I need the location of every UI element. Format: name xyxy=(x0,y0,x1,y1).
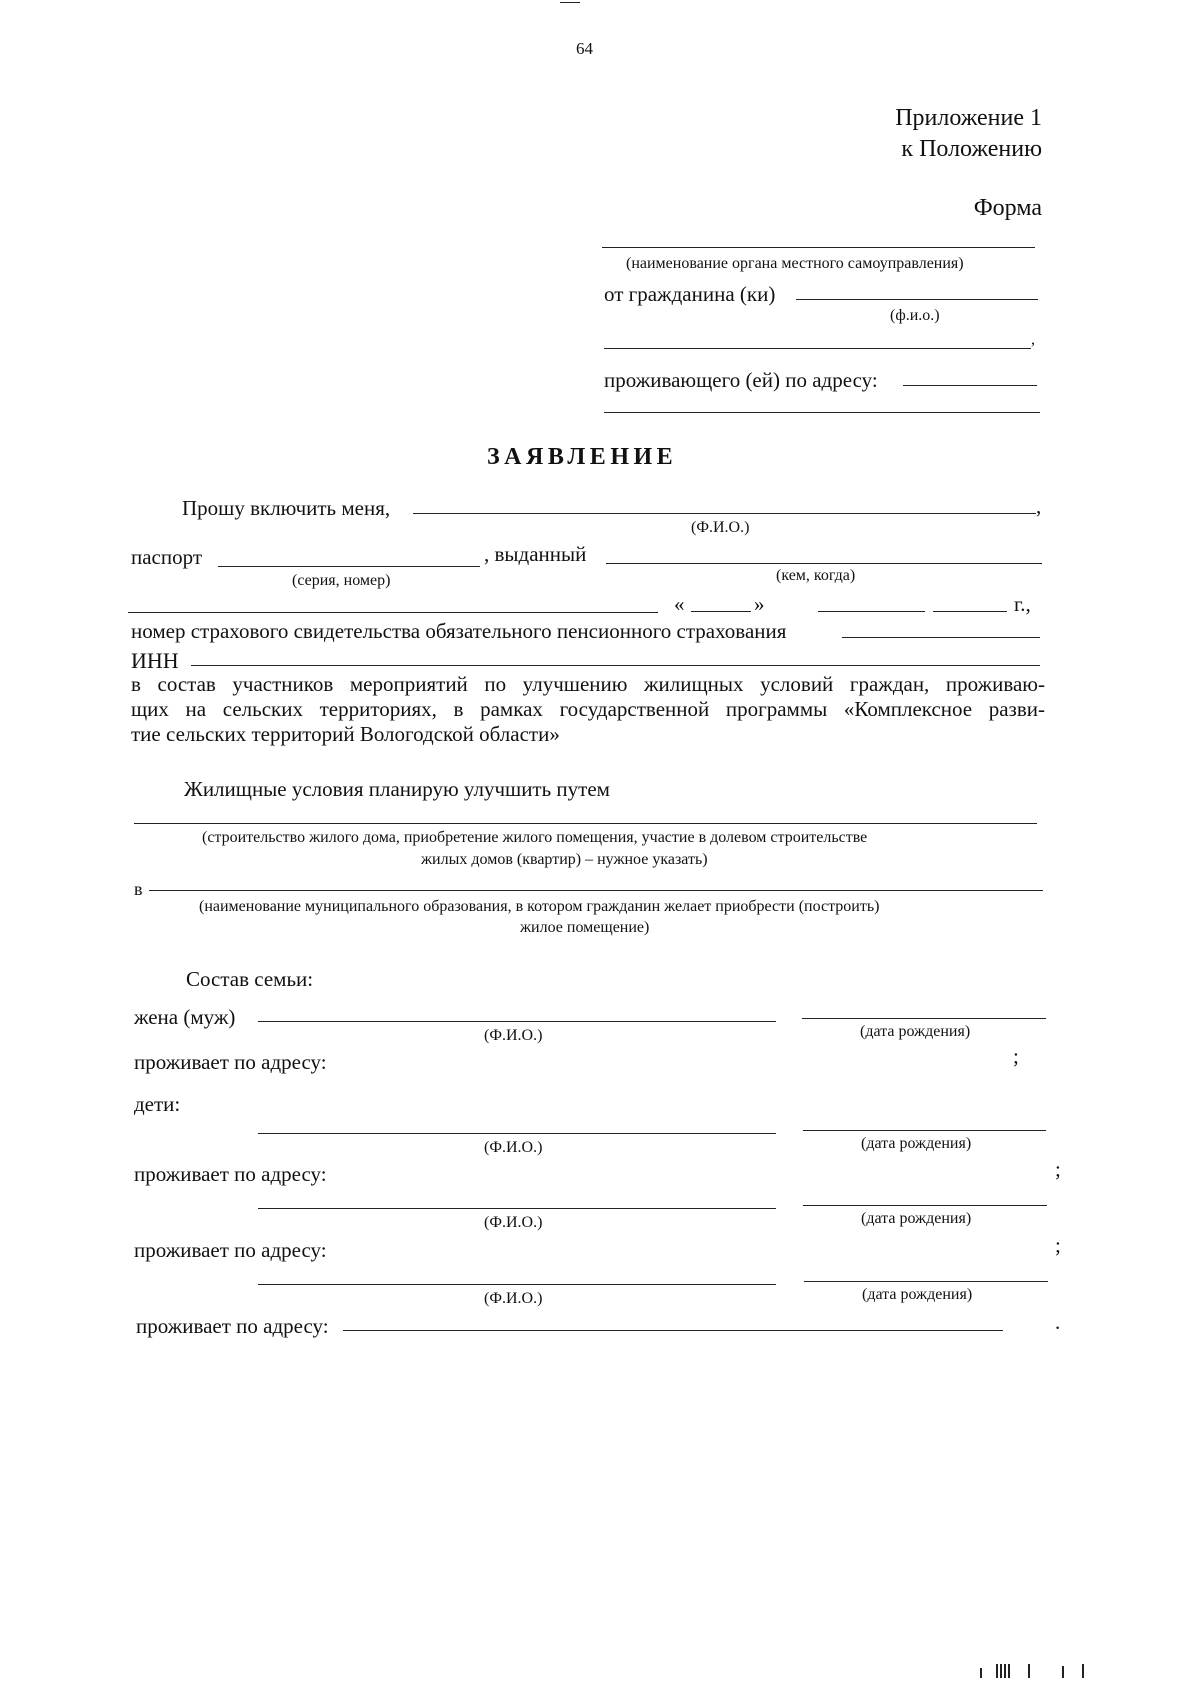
child-2-fio-field[interactable] xyxy=(258,1208,776,1209)
passport-series-caption: (серия, номер) xyxy=(292,572,391,589)
passport-series-field[interactable] xyxy=(218,566,480,567)
child-2-address-label: проживает по адресу: xyxy=(134,1238,327,1262)
spouse-semicolon: ; xyxy=(1013,1044,1019,1068)
child-1-semicolon: ; xyxy=(1055,1157,1061,1181)
request-label: Прошу включить меня, xyxy=(182,496,391,520)
issue-month-field[interactable] xyxy=(818,611,925,612)
snils-field[interactable] xyxy=(842,637,1040,638)
form-label: Форма xyxy=(973,195,1042,221)
method-caption-1: (строительство жилого дома, приобретение жилого помещения, участие в долевом строительстве xyxy=(202,829,868,846)
child-3-address-label: проживает по адресу: xyxy=(136,1314,329,1338)
passport-label: паспорт xyxy=(131,545,203,569)
child-2-semicolon: ; xyxy=(1055,1233,1061,1257)
request-comma: , xyxy=(1036,494,1042,518)
page-number: 64 xyxy=(576,39,593,58)
child-3-birth-field[interactable] xyxy=(804,1281,1048,1282)
municipality-caption-1: (наименование муниципального образования, в котором гражданин желает приобрести (построить) xyxy=(199,898,880,915)
quote-open: « xyxy=(674,592,685,616)
spouse-fio-field[interactable] xyxy=(258,1021,776,1022)
child-1-fio-field[interactable] xyxy=(258,1133,776,1134)
child-3-fio-field[interactable] xyxy=(258,1284,776,1285)
children-label: дети: xyxy=(134,1092,181,1116)
family-heading: Состав семьи: xyxy=(186,967,314,991)
child-2-birth-caption: (дата рождения) xyxy=(861,1210,972,1227)
issued-label: , выданный xyxy=(484,542,587,566)
municipality-caption-2: жилое помещение) xyxy=(520,919,650,936)
child-1-fio-caption: (Ф.И.О.) xyxy=(484,1139,543,1156)
child-3-period: . xyxy=(1055,1310,1061,1334)
document-title: ЗАЯВЛЕНИЕ xyxy=(487,444,678,470)
residing-label: проживающего (ей) по адресу: xyxy=(604,368,878,392)
authority-field[interactable] xyxy=(602,247,1035,248)
in-label: в xyxy=(134,879,143,899)
improvement-method-field[interactable] xyxy=(134,823,1037,824)
child-1-address-label: проживает по адресу: xyxy=(134,1162,327,1186)
issued-by-caption: (кем, когда) xyxy=(776,567,856,584)
citizen-fio-caption: (ф.и.о.) xyxy=(890,307,940,324)
applicant-fio-field[interactable] xyxy=(413,513,1036,514)
applicant-fio-caption: (Ф.И.О.) xyxy=(691,519,750,536)
regulation-label: к Положению xyxy=(901,136,1042,162)
child-2-birth-field[interactable] xyxy=(803,1205,1047,1206)
paragraph-line-2: щих на сельских территориях, в рамках государственной программы «Комплексное разви- xyxy=(131,697,1045,721)
child-3-birth-caption: (дата рождения) xyxy=(862,1286,973,1303)
scan-mark-bottom-3 xyxy=(1028,1664,1030,1678)
issued-by-field-2[interactable] xyxy=(128,612,658,613)
municipality-field[interactable] xyxy=(149,890,1043,891)
authority-caption: (наименование органа местного самоуправления) xyxy=(626,255,964,272)
child-1-birth-field[interactable] xyxy=(803,1130,1046,1131)
inn-field[interactable] xyxy=(191,665,1040,666)
child-3-address-field[interactable] xyxy=(343,1330,1003,1331)
method-caption-2: жилых домов (квартир) – нужное указать) xyxy=(421,851,708,868)
scan-mark-bottom-1 xyxy=(980,1668,982,1678)
paragraph-line-3: тие сельских территорий Вологодской области» xyxy=(131,722,560,746)
scan-mark-bottom-5 xyxy=(1082,1664,1084,1678)
from-citizen-label: от гражданина (ки) xyxy=(604,282,776,306)
paragraph-line-1: в состав участников мероприятий по улучшению жилищных условий граждан, проживаю- xyxy=(131,672,1045,696)
citizen-fio-field[interactable] xyxy=(796,299,1038,300)
issue-year-field[interactable] xyxy=(933,611,1007,612)
residence-field-2[interactable] xyxy=(604,412,1040,413)
snils-label: номер страхового свидетельства обязательного пенсионного страхования xyxy=(131,619,787,643)
citizen-fio-field-2[interactable] xyxy=(604,348,1031,349)
issued-by-field[interactable] xyxy=(606,563,1042,564)
scan-mark-bottom-2 xyxy=(996,1664,1012,1678)
inn-label: ИНН xyxy=(131,648,179,673)
scan-mark-bottom-4 xyxy=(1062,1666,1064,1678)
year-suffix: г., xyxy=(1014,592,1031,616)
spouse-label: жена (муж) xyxy=(134,1005,236,1029)
scan-mark xyxy=(560,2,580,3)
residence-field[interactable] xyxy=(903,385,1037,386)
addressee-comma: , xyxy=(1031,331,1035,348)
spouse-birth-field[interactable] xyxy=(802,1018,1046,1019)
quote-close: » xyxy=(754,592,765,616)
child-2-fio-caption: (Ф.И.О.) xyxy=(484,1214,543,1231)
spouse-address-label: проживает по адресу: xyxy=(134,1050,327,1074)
appendix-label: Приложение 1 xyxy=(895,105,1042,131)
child-3-fio-caption: (Ф.И.О.) xyxy=(484,1290,543,1307)
spouse-fio-caption: (Ф.И.О.) xyxy=(484,1027,543,1044)
issue-day-field[interactable] xyxy=(691,611,751,612)
spouse-birth-caption: (дата рождения) xyxy=(860,1023,971,1040)
improve-label: Жилищные условия планирую улучшить путем xyxy=(184,777,610,801)
child-1-birth-caption: (дата рождения) xyxy=(861,1135,972,1152)
